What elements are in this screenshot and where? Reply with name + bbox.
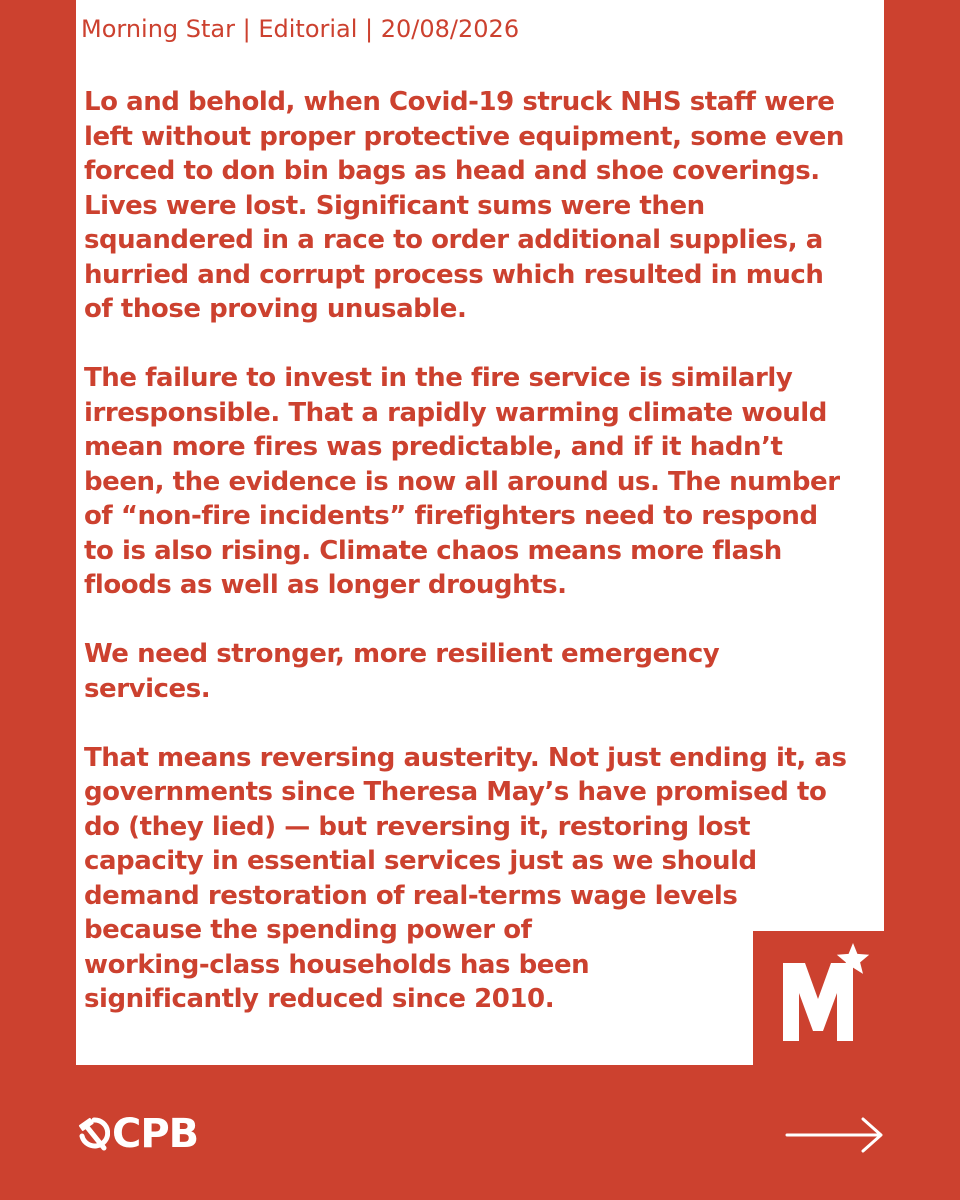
text-line: The failure to invest in the fire service is similarly	[84, 363, 793, 393]
text-line: That means reversing austerity. Not just ending it, as	[84, 742, 847, 773]
text-line: Lo and behold, when Covid-19 struck NHS staff were	[84, 87, 835, 117]
text-line: been, the evidence is now all around us. The number	[84, 466, 840, 497]
text-line: Lives were lost. Significant sums were then	[84, 190, 705, 221]
text-line: of “non-fire incidents” firefighters need to respond	[84, 501, 818, 531]
hammer-sickle-icon	[76, 1114, 110, 1154]
text-line: forced to don bin bags as head and shoe coverings.	[84, 156, 820, 186]
text-line: working-class households has been	[84, 949, 590, 980]
morning-star-logo-icon	[753, 931, 884, 1065]
text-line: mean more fires was predictable, and if it hadn’t	[84, 432, 783, 462]
paragraph	[84, 85, 884, 327]
text-line: left without proper protective equipment, some even	[84, 121, 844, 152]
cpb-logo	[76, 1110, 198, 1158]
morning-star-logo	[753, 931, 884, 1065]
text-line: of those proving unusable.	[84, 294, 467, 324]
text-line: significantly reduced since 2010.	[84, 984, 555, 1014]
text-line: irresponsible. That a rapidly warming climate would	[84, 397, 827, 428]
byline: Morning Star | Editorial | 20/08/2026	[81, 15, 520, 43]
article-body	[84, 85, 884, 1051]
text-line: hurried and corrupt process which resulted in much	[84, 259, 824, 290]
arrow-right-icon[interactable]	[785, 1115, 885, 1155]
text-line: capacity in essential services just as we should	[84, 846, 757, 876]
text-line: services.	[84, 673, 211, 704]
paragraph	[84, 637, 884, 706]
text-line: demand restoration of real-terms wage levels	[84, 880, 738, 911]
text-line: floods as well as longer droughts.	[84, 570, 567, 600]
text-line: governments since Theresa May’s have promised to	[84, 777, 827, 807]
paragraph	[84, 361, 884, 603]
text-line: to is also rising. Climate chaos means more flash	[84, 535, 782, 566]
text-line: We need stronger, more resilient emergency	[84, 639, 720, 669]
text-line: because the spending power of	[84, 915, 532, 945]
text-line: squandered in a race to order additional supplies, a	[84, 225, 823, 255]
cpb-logo-text: CPB	[112, 1111, 199, 1157]
text-line: do (they lied) — but reversing it, restoring lost	[84, 811, 751, 842]
